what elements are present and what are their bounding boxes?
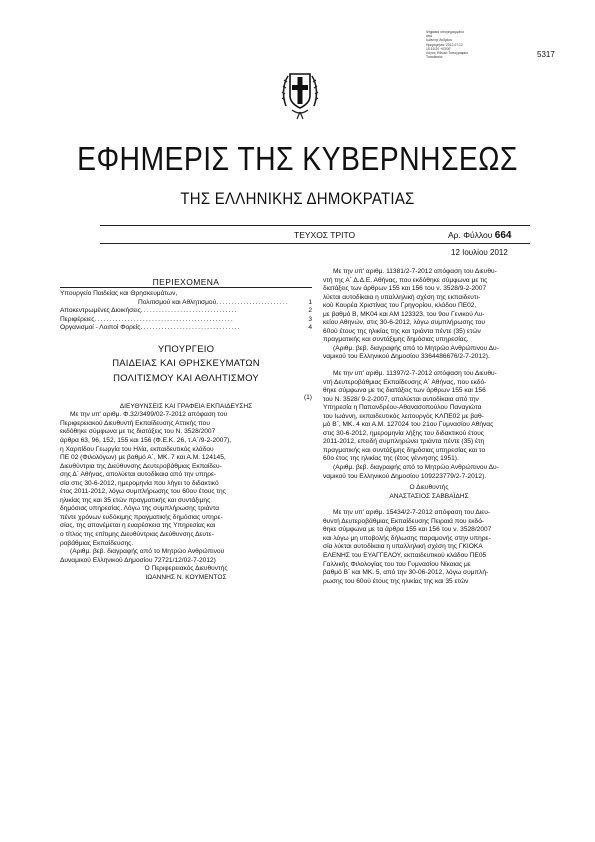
- issue-value: 664: [494, 230, 512, 241]
- ministry-line: ΠΟΛΙΤΙΣΜΟΥ ΚΑΙ ΑΘΛΗΤΙΣΜΟΥ: [113, 372, 259, 384]
- text-line: Περιφερειακού Διευθυντή Εκπαίδευσης Αττικής που: [60, 419, 210, 427]
- toc-item-label: Οργανισμοί - Λοιποί Φορείς: [60, 324, 141, 332]
- gazette-subtitle: ΤΗΣ ΕΛΛΗΝΙΚΗΣ ΔΗΜΟΚΡΑΤΙΑΣ: [180, 189, 415, 208]
- text-line: λύεται αυτοδίκαια η υπαλληλική σχέση της εκπαιδευτι-: [323, 293, 481, 301]
- text-line: εκδόθηκε σύμφωνα με τις διατάξεις του Ν. 3528/2007: [60, 428, 216, 436]
- text-line: ΕΛΕΝΗΣ του ΕΥΑΓΓΕΛΟΥ, εκπαιδευτικού κλάδου ΠΕ05: [323, 551, 487, 559]
- stamp-line: Λόγος: Εθνικό Τυπογραφείο: [426, 51, 469, 56]
- text-line: ηλικίας της και 35 ετών πραγματικής και συντάξιμης: [60, 496, 211, 504]
- issue-label: Αρ. Φύλλου: [448, 230, 493, 240]
- text-line: σία στις 30-6-2012, ημερομηνία που λήγει το διδακτικό: [60, 479, 219, 487]
- text-line: σης Δ΄ Αθήνας, απολύεται αυτοδίκαια από την υπηρε-: [60, 471, 217, 479]
- text-line: έτος 2011-2012, λόγω συμπλήρωσης του 60ου έτους της: [60, 488, 226, 496]
- decision-text: [323, 370, 535, 481]
- toc-dots: ................................: [140, 307, 238, 315]
- text-line: ντή Δευτεροβάθμιας Εκπαίδευσης Α΄ Αθήνας, που εκδό-: [323, 378, 487, 386]
- text-line: ροβάθμιας Εκπαίδευσης.: [60, 539, 134, 547]
- series-label: ΤΕΥΧΟΣ ΤΡΙΤΟ: [294, 230, 356, 240]
- ministry-line: ΥΠΟΥΡΓΕΙΟ: [157, 343, 215, 355]
- signer-name: ΑΝΑΣΤΑΣΙΟΣ ΣΑΒΒΑΪΔΗΣ: [389, 492, 469, 500]
- toc-item[interactable]: [60, 307, 312, 316]
- decision-text: [323, 509, 535, 586]
- text-line: Γαλλικής Φιλολογίας του του Γυμνασίου Νίκαιας με: [323, 560, 471, 568]
- text-line: 60ο έτος της ηλικίας της (έτος γέννησης 1951).: [323, 455, 459, 463]
- text-line: θηκε σύμφωνα με τις διατάξεις των άρθρων 155 και 156: [323, 387, 486, 395]
- text-line: η Χαριτίδου Γεωργία του Ηλία, εκπαιδευτικός κλάδου: [60, 445, 214, 453]
- text-line: Με την υπ' αριθμ. Φ.32/3499/02-7-2012 απόφαση του: [70, 411, 228, 419]
- decision-number: (1): [303, 394, 312, 402]
- stamp-line: Ημερομηνία: 2012.07.12: [426, 42, 463, 47]
- text-line: θυντή Δευτεροβάθμιας Εκπαίδευσης Πειραιά που εκδό-: [323, 517, 485, 525]
- stamp-line: από: [426, 34, 433, 39]
- toc-dots: ..............................................: [94, 315, 234, 323]
- text-line: δημόσιας υπηρεσίας. Λόγω της συμπλήρωσης τριάντα: [60, 505, 220, 513]
- gazette-title: ΕΦΗΜΕΡΙΣ ΤΗΣ ΚΥΒΕΡΝΗΣΕΩΣ: [77, 140, 518, 177]
- toc-item-label: Αποκεντρωμένες Διοικήσεις: [60, 307, 141, 315]
- toc-item[interactable]: [60, 299, 312, 308]
- text-line: Υπηρεσία η Παπανδρέου-Αθανασοπούλου Παναγιώτα: [323, 404, 482, 412]
- text-line: πέντε χρόνων ευδόκιμης πραγματικής δημόσιας υπηρε-: [60, 513, 223, 521]
- registry-line: (Αριθμ. βεβ. διαγραφής από το Μητρώο Ανθρώπινου Δυ-: [333, 464, 499, 472]
- text-line: του Ν. 3528/ 9-2-2007, απολύεται αυτοδίκαια από την: [323, 395, 479, 403]
- registry-line: (Αριθμ. βεβ. διαγραφής από το Μητρώο Ανθρώπινου: [70, 548, 225, 556]
- text-line: κείου Αθηνών, στις 30-6-2012, λόγω συμπλήρωσης του: [323, 319, 486, 327]
- spacer: [323, 362, 535, 370]
- text-line: 60ού έτους της ηλικίας της και τριάντα πέντε (35) ετών: [323, 327, 481, 335]
- text-line: του Ιωάννη, εκπαιδευτικός λειτουργός ΚΛΠΕ02 με βαθ-: [323, 412, 484, 420]
- toc-first-line: Υπουργείο Παιδείας και Θρησκευμάτων,: [60, 290, 178, 297]
- toc-item[interactable]: [60, 324, 312, 333]
- decision-text: [323, 268, 535, 362]
- digital-signature-stamp: [426, 30, 488, 59]
- text-line: Διευθύντρια της Διεύθυνσης Δευτεροβάθμιας Εκπαίδευ-: [60, 462, 222, 470]
- registry-line: ναμικού του Ελληνικού Δημοσίου 3364486676/2-7-2012).: [323, 353, 490, 361]
- signer-name: ΙΩΑΝΝΗΣ Ν. ΚΟΥΜΕΝΤΟΣ: [145, 573, 227, 581]
- right-column: [323, 268, 535, 586]
- text-line: ρωσης του 60ού έτους της ηλικίας της και 35 ετών: [323, 577, 469, 585]
- text-line: σία λύεται αυτοδίκαια η υπαλληλική σχέση της ΓΚΙΟΚΑ: [323, 543, 483, 551]
- signer-title: Ο Περιφερειακός Διευθυντής: [144, 565, 228, 573]
- text-line: μό Β΄, ΜΚ. 4 και Α.Μ. 127024 του 21ου Γυμνασίου Αθήνας: [323, 421, 494, 429]
- text-line: σίας, της απονέμεται η ευαρέσκεια της Υπηρεσίας και: [60, 522, 216, 530]
- text-line: στις 30-6-2012, ημερομηνία λήξης του διδακτικού έτους: [323, 429, 484, 437]
- header-rule-top: [100, 225, 530, 226]
- text-line: βαθμό Β΄ και ΜΚ. 5, από την 30-06-2012, λόγω συμπλή-: [323, 569, 489, 577]
- stamp-line: Ψηφιακά υπογεγραμμένο: [426, 30, 465, 34]
- ministry-heading: [60, 343, 312, 387]
- text-line: Με την υπ' αριθμ. 11397/2-7-2012 απόφαση του Διευθυ-: [333, 370, 497, 378]
- toc-item-page: 3: [308, 315, 312, 323]
- page-number: 5317: [537, 50, 555, 59]
- text-line: και λόγω μη υποβολής δήλωσης παραμονής στην υπηρε-: [323, 534, 491, 542]
- toc-dots: ........................: [216, 298, 289, 306]
- section-heading: ΔΙΕΥΘΥΝΣΕΙΣ ΚΑΙ ΓΡΑΦΕΙΑ ΕΚΠΑΙΔΕΥΣΗΣ: [119, 402, 253, 410]
- toc-title: ΠΕΡΙΕΧΟΜΕΝΑ: [60, 277, 312, 288]
- text-line: 2011-2012, επειδή συμπληρώνει τριάντα πέντε (35) έτη: [323, 438, 485, 446]
- text-line: ο τίτλος της επίτιμης Διευθύντριας Διεύθυνσης Δευτε-: [60, 530, 214, 538]
- toc-dots: .................................: [140, 324, 241, 332]
- text-line: Με την υπ' αριθμ. 15434/2-7-2012 απόφαση του Διευ-: [333, 509, 491, 517]
- text-line: πραγματικής και συντάξιμης δημόσιας υπηρεσίας.: [323, 336, 469, 344]
- stamp-line: Τοποθεσία:: [426, 55, 443, 60]
- text-line: ντή της Α΄ Δ.Δ.Ε. Αθήνας, που εκδόθηκε σύμφωνα με τις: [323, 276, 488, 284]
- text-line: ΠΕ 02 (Φιλολόγων) με βαθμό Α΄, ΜΚ. 7 και Α.Μ. 124145,: [60, 454, 226, 462]
- header-rule-bottom: [100, 243, 530, 244]
- decision-text: [60, 411, 312, 565]
- toc-item-page: 1: [308, 298, 312, 306]
- text-line: με βαθμό Β, ΜΚ04 και ΑΜ 123323, του 9ου Γενικού Λυ-: [323, 310, 485, 318]
- toc-item-label: Περιφέρειες: [60, 315, 95, 323]
- text-line: πραγματικής και συντάξιμης δημόσιας υπηρεσίας και το: [323, 446, 486, 454]
- registry-line: ναμικού του Ελληνικού Δημοσίου 109223779/2-7-2012).: [323, 472, 487, 480]
- toc-item-label: Πολιτισμού και Αθλητισμού: [138, 298, 217, 306]
- issue-date: 12 Ιουλίου 2012: [451, 248, 508, 257]
- registry-line: Δυναμικού Ελληνικού Δημοσίου 72721/12/02-7-2012): [60, 556, 216, 564]
- left-column: [60, 277, 312, 582]
- text-line: άρθρα 63, 96, 152, 155 και 156 (Φ.Ε.Κ. 26, τ.Α΄/9-2-2007),: [60, 436, 232, 444]
- toc-item-page: 4: [308, 324, 312, 332]
- toc-item[interactable]: [60, 316, 312, 325]
- text-line: θηκε σύμφωνα με τα άρθρα 155 και 156 του ν. 3528/2007: [323, 526, 492, 534]
- registry-line: (Αριθμ. βεβ. διαγραφής από το Μητρώο Ανθρώπινου Δυ-: [333, 344, 499, 352]
- coat-of-arms-icon: [280, 66, 320, 122]
- text-line: κού Κουρέα Χριστίνας του Γρηγορίου, κλάδου ΠΕ02,: [323, 302, 477, 310]
- signer-title: Ο Διευθυντής: [409, 484, 449, 492]
- stamp-line: Ιωάννης Ανδρέου: [426, 38, 453, 43]
- text-line: διατάξεις των άρθρων 155 και 156 του ν. 3528/9-2-2007: [323, 285, 487, 293]
- issue-number: [448, 230, 511, 241]
- ministry-line: ΠΑΙΔΕΙΑΣ ΚΑΙ ΘΡΗΣΚΕΥΜΑΤΩΝ: [112, 358, 260, 370]
- toc-item-page: 2: [308, 307, 312, 315]
- stamp-line: 10:15:20 +03'00': [426, 46, 451, 51]
- text-line: Με την υπ' αριθμ. 11381/2-7-2012 απόφαση του Διευθυ-: [333, 268, 497, 275]
